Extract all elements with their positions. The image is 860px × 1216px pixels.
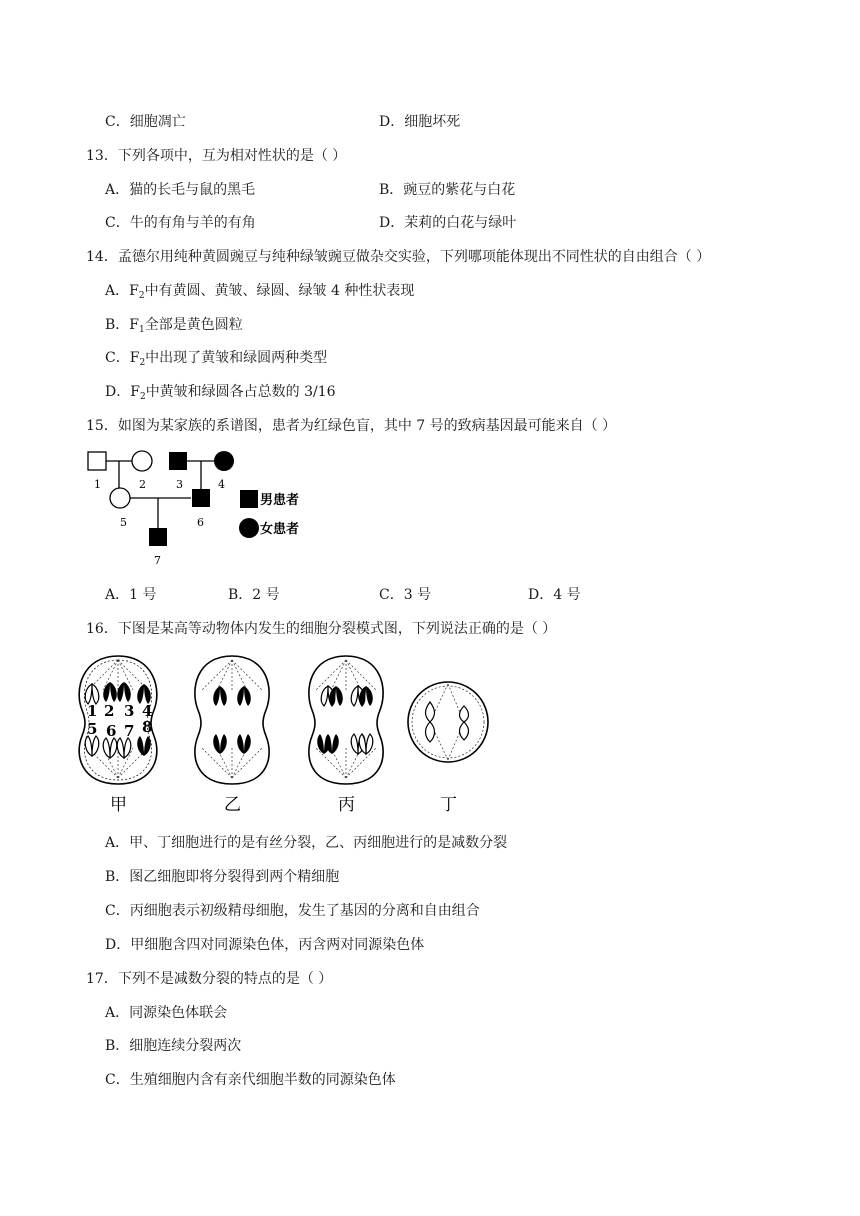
legend-male-label: 男患者 — [260, 493, 300, 508]
cell-label-bing: 丙 — [338, 795, 355, 815]
q12-option-c: C．细胞凋亡 — [105, 114, 186, 130]
pedigree-individual-1 — [88, 452, 106, 470]
q17-option-a: A．同源染色体联会 — [105, 1005, 228, 1021]
cell-jia — [79, 656, 157, 784]
q13-option-d: D．茉莉的白花与绿叶 — [379, 215, 517, 231]
chromosome-number-2: 2 — [104, 702, 115, 720]
pedigree-individual-6 — [192, 489, 210, 507]
chromosome-number-8: 8 — [142, 718, 153, 736]
q15-stem: 15．如图为某家族的系谱图，患者为红绿色盲，其中 7 号的致病基因最可能来自（ ） — [86, 418, 617, 434]
q14-stem: 14．孟德尔用纯种黄圆豌豆与纯种绿皱豌豆做杂交实验，下列哪项能体现出不同性状的自由组合（ ） — [86, 249, 711, 265]
chromosome-number-7: 7 — [124, 722, 135, 740]
cell-bing — [309, 656, 383, 784]
cell-label-jia: 甲 — [110, 795, 127, 815]
cell-division-figure — [74, 650, 494, 818]
pedigree-label-2: 2 — [139, 478, 146, 491]
q15-option-a: A．1 号 — [105, 587, 157, 603]
q13-option-c: C．牛的有角与羊的有角 — [105, 215, 256, 231]
cell-ding — [408, 682, 488, 762]
q15-option-d: D．4 号 — [528, 587, 581, 603]
pedigree-individual-3 — [169, 452, 187, 470]
cell-label-yi: 乙 — [224, 795, 241, 815]
pedigree-individual-7 — [149, 528, 167, 546]
cell-yi — [195, 656, 269, 784]
q16-option-d: D．甲细胞含四对同源染色体，丙含两对同源染色体 — [105, 937, 425, 953]
q13-stem: 13．下列各项中，互为相对性状的是（ ） — [86, 148, 347, 164]
pedigree-individual-2 — [132, 451, 152, 471]
q12-option-d: D．细胞坏死 — [379, 114, 461, 130]
pedigree-label-1: 1 — [94, 478, 101, 491]
q16-option-b: B．图乙细胞即将分裂得到两个精细胞 — [105, 869, 340, 885]
chromosome-number-4: 4 — [142, 702, 153, 720]
legend-female-label: 女患者 — [260, 522, 300, 537]
chromosome-number-1: 1 — [87, 702, 98, 720]
pedigree-chart — [80, 446, 320, 570]
q13-option-a: A．猫的长毛与鼠的黑毛 — [105, 182, 256, 198]
chromosome-number-5: 5 — [87, 720, 98, 738]
legend-male-affected-icon — [240, 490, 258, 508]
q13-option-b: B．豌豆的紫花与白花 — [379, 182, 516, 198]
q17-stem: 17．下列不是减数分裂的特点的是（ ） — [86, 971, 333, 987]
q14-option-a: A．$F_2$中有黄圆、黄皱、绿圆、绿皱 4 种性状表现 — [105, 283, 415, 301]
q14-option-b: B．$F_1$全部是黄色圆粒 — [105, 317, 243, 335]
chromosome-number-6: 6 — [106, 722, 117, 740]
chromosome-number-3: 3 — [124, 702, 135, 720]
q15-option-c: C．3 号 — [379, 587, 432, 603]
q17-option-c: C．生殖细胞内含有亲代细胞半数的同源染色体 — [105, 1072, 396, 1088]
q16-option-c: C．丙细胞表示初级精母细胞，发生了基因的分离和自由组合 — [105, 903, 480, 919]
q14-option-d: D．$F_2$中黄皱和绿圆各占总数的 3/16 — [105, 384, 336, 402]
q14-option-c: C．$F_2$中出现了黄皱和绿圆两种类型 — [105, 350, 328, 368]
pedigree-individual-4 — [214, 451, 234, 471]
cell-label-ding: 丁 — [440, 795, 457, 815]
q15-option-b: B．2 号 — [228, 587, 280, 603]
pedigree-label-3: 3 — [176, 478, 183, 491]
q17-option-b: B．细胞连续分裂两次 — [105, 1038, 242, 1054]
pedigree-label-7: 7 — [154, 554, 161, 567]
pedigree-label-5: 5 — [120, 516, 127, 529]
legend-female-affected-icon — [239, 518, 259, 538]
q16-stem: 16．下图是某高等动物体内发生的细胞分裂模式图，下列说法正确的是（ ） — [86, 621, 557, 637]
pedigree-label-6: 6 — [197, 516, 204, 529]
pedigree-label-4: 4 — [218, 478, 225, 491]
q16-option-a: A．甲、丁细胞进行的是有丝分裂，乙、丙细胞进行的是减数分裂 — [105, 835, 508, 851]
pedigree-individual-5 — [110, 488, 130, 508]
